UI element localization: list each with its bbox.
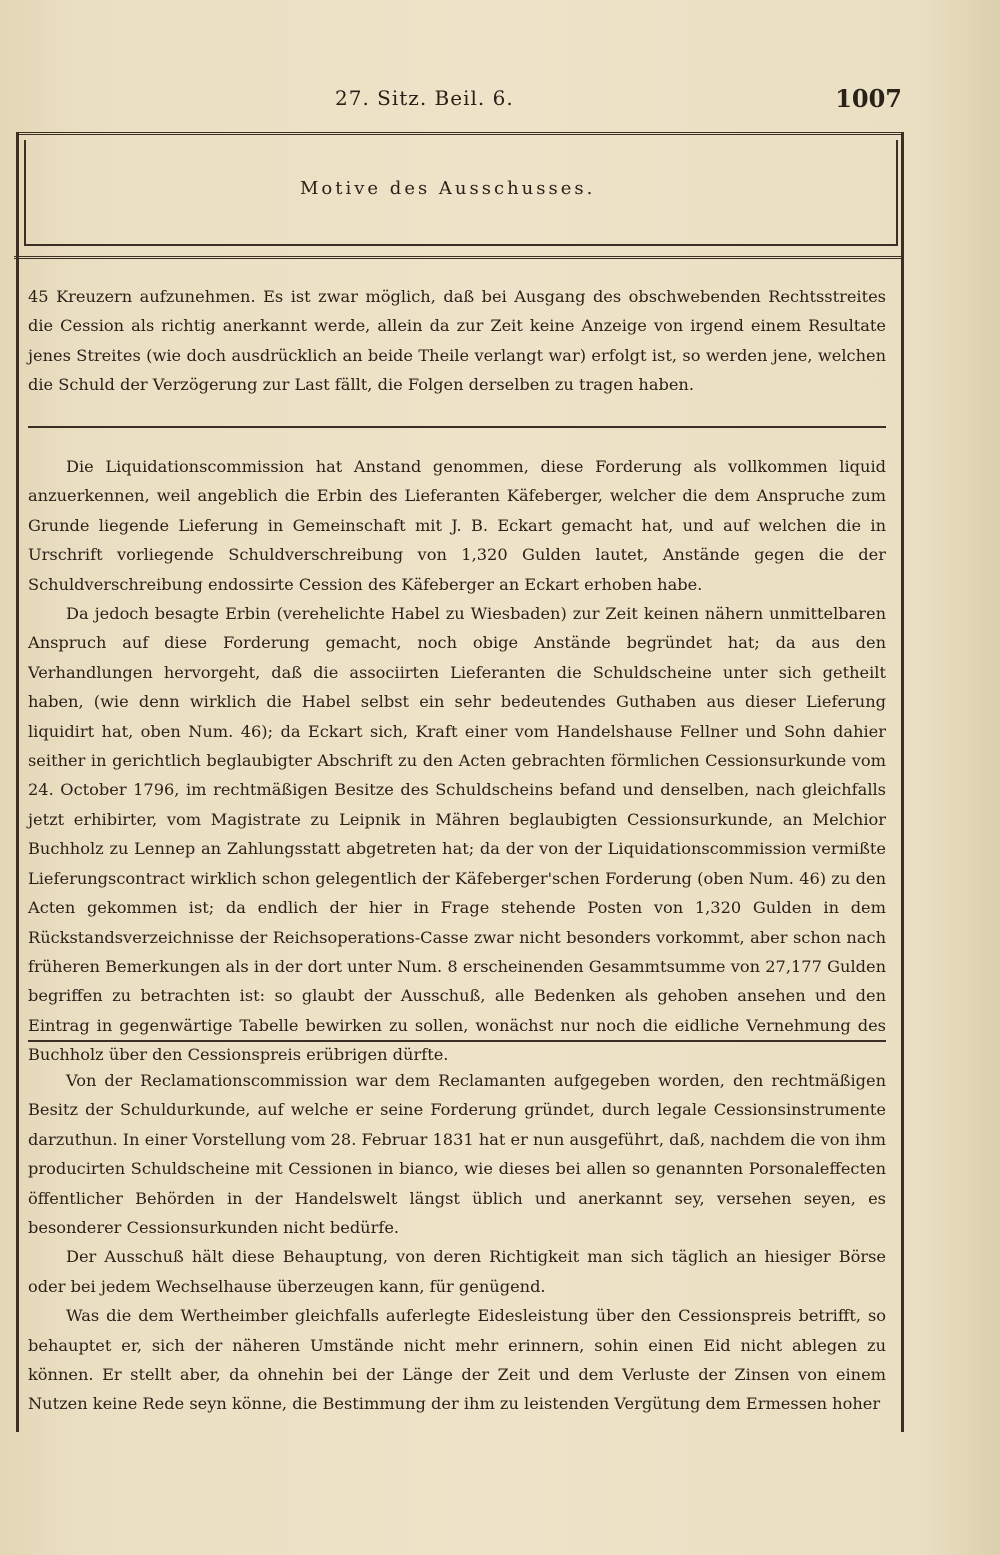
running-header xyxy=(0,86,1000,116)
running-title: 27. Sitz. Beil. 6. xyxy=(335,86,514,110)
section-1 xyxy=(28,282,886,400)
paragraph: Von der Reclamationscommission war dem Reclamanten aufgegeben worden, den rechtmäßigen Besitz der Schuldurkunde, auf welche er seine Forderung gründet, durch legale Cessionsinstrumente darzuthun. In einer Vorstellung vom 28. Februar 1831 hat er nun ausgeführt, daß, nachdem die von ihm producirten Schuldscheine mit Cessionen in bianco, wie dieses bei allen so genannten Porsonaleffecten öffentlicher Behörden in der Handelswelt längst üblich und anerkannt sey, versehen seyen, es besonderer Cessionsurkunden nicht bedürfe. xyxy=(28,1071,886,1238)
paragraph: Der Ausschuß hält diese Behauptung, von deren Richtigkeit man sich täglich an hiesiger Börse oder bei jedem Wechselhause überzeugen kann, für genügend. xyxy=(28,1247,886,1296)
section-3 xyxy=(28,1066,886,1419)
section-divider xyxy=(28,1040,886,1042)
paragraph: Was die dem Wertheimber gleichfalls auferlegte Eidesleistung über den Cessionspreis betrifft, so behauptet er, sich der näheren Umstände nicht mehr erinnern, sohin einen Eid nicht ablegen zu können. Er stellt aber, da ohnehin bei der Länge der Zeit und dem Verluste der Zinsen von einem Nutzen keine Rede seyn könne, die Bestimmung der ihm zu leistenden Vergütung dem Ermessen hoher xyxy=(28,1306,886,1414)
section-divider xyxy=(28,426,886,428)
motive-title: Motive des Ausschusses. xyxy=(300,178,596,199)
paragraph: 45 Kreuzern aufzunehmen. Es ist zwar möglich, daß bei Ausgang des obschwebenden Rechtsstreites die Cession als richtig anerkannt werde, allein da zur Zeit keine Anzeige von irgend einem Resultate jenes Streites (wie doch ausdrücklich an beide Theile verlangt war) erfolgt ist, so werden jene, welchen die Schuld der Verzögerung zur Last fällt, die Folgen derselben zu tragen haben. xyxy=(28,287,886,395)
paragraph: Die Liquidationscommission hat Anstand genommen, diese Forderung als vollkommen liquid anzuerkennen, weil angeblich die Erbin des Lieferanten Käfeberger, welcher die dem Anspruche zum Grunde liegende Lieferung in Gemeinschaft mit J. B. Eckart gemacht hat, und auf welchen die in Urschrift vorliegende Schuldverschreibung von 1,320 Gulden lautet, Anstände gegen die der Schuldverschreibung endossirte Cession des Käfeberger an Eckart erhoben habe. xyxy=(28,457,886,594)
paragraph: Da jedoch besagte Erbin (verehelichte Habel zu Wiesbaden) zur Zeit keinen nähern unmittelbaren Anspruch auf diese Forderung gemacht, noch obige Anstände begründet hat; da aus den Verhandlungen hervorgeht, daß die associirten Lieferanten die Schuldscheine unter sich getheilt haben, (wie denn wirklich die Habel selbst ein sehr bedeutendes Guthaben aus dieser Lieferung liquidirt hat, oben Num. 46); da Eckart sich, Kraft einer vom Handelshause Fellner und Sohn dahier seither in gerichtlich beglaubigter Abschrift zu den Acten gebrachten förmlichen Cessionsurkunde vom 24. October 1796, im rechtmäßigen Besitze des Schuldscheins befand und denselben, nach gleichfalls jetzt erhibirter, vom Magistrate zu Leipnik in Mähren beglaubigten Cessionsurkunde, an Melchior Buchholz zu Lennep an Zahlungsstatt abgetreten hat; da der von der Liquidationscommission vermißte Lieferungscontract wirklich schon gelegentlich der Käfeberger'schen Forderung (oben Num. 46) zu den Acten gekommen ist; da endlich der hier in Frage stehende Posten von 1,320 Gulden in dem Rückstandsverzeichnisse der Reichsoperations-Casse zwar nicht besonders vorkommt, aber schon nach früheren Bemerkungen als in der dort unter Num. 8 erscheinenden Gesammtsumme von 27,177 Gulden begriffen zu betrachten ist: so glaubt der Ausschuß, alle Bedenken als gehoben ansehen und den Eintrag in gegenwärtige Tabelle bewirken zu sollen, wonächst nur noch die eidliche Vernehmung des Buchholz über den Cessionspreis erübrigen dürfte. xyxy=(28,604,886,1065)
header-divider xyxy=(14,256,904,263)
section-2 xyxy=(28,452,886,1070)
page-number: 1007 xyxy=(835,84,902,113)
